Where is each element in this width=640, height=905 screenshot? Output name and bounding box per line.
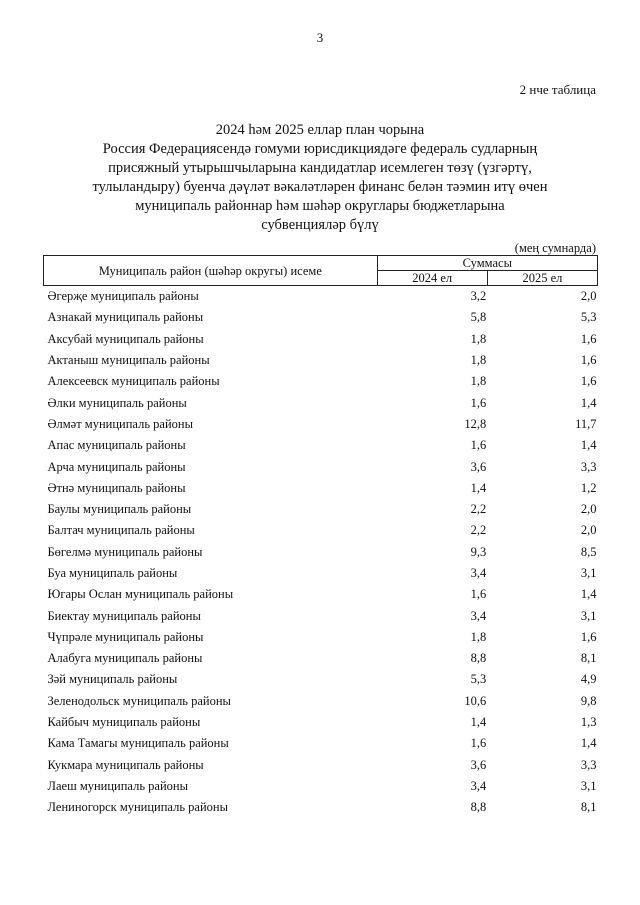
amount-2025: 2,0: [580, 502, 597, 517]
amount-2025: 3,3: [580, 459, 597, 474]
title-line: муниципаль районнар һәм шәһәр округлары бюджетларына: [135, 198, 505, 214]
table-row: [44, 350, 598, 371]
amount-2024: 8,8: [470, 651, 487, 666]
table-body: [44, 286, 598, 819]
table-row: [44, 392, 598, 413]
table-row: [44, 776, 598, 797]
amount-2024: 1,8: [470, 353, 487, 368]
table-row: [44, 627, 598, 648]
district-name: Зеленодольск муниципаль районы: [47, 693, 231, 708]
table-row: [44, 584, 598, 605]
district-name: Алабуга муниципаль районы: [47, 651, 203, 666]
amount-2024: 9,3: [470, 544, 487, 559]
amount-2025: 1,6: [580, 353, 597, 368]
table-row: [44, 563, 598, 584]
amount-2025: 1,6: [580, 331, 597, 346]
amount-2024: 2,2: [470, 523, 487, 538]
district-name: Алексеевск муниципаль районы: [47, 374, 220, 389]
district-name: Кайбыч муниципаль районы: [47, 715, 201, 730]
table-row: [44, 605, 598, 626]
title-line: субвенцияләр бүлү: [261, 217, 379, 233]
amount-2025: 1,4: [580, 587, 597, 602]
amount-2024: 3,6: [470, 459, 487, 474]
header-amount: Суммасы: [377, 256, 597, 271]
amount-2024: 1,8: [470, 374, 487, 389]
amount-2024: 3,6: [470, 757, 487, 772]
district-name: Биектау муниципаль районы: [47, 608, 201, 623]
amount-2025: 1,3: [580, 715, 597, 730]
amount-2024: 5,8: [470, 310, 487, 325]
amount-2024: 1,4: [470, 715, 487, 730]
district-name: Апас муниципаль районы: [47, 438, 186, 453]
header-district-name: Муниципаль район (шәһәр округы) исеме: [44, 256, 378, 286]
amount-2024: 1,6: [470, 438, 487, 453]
district-name: Аксубай муниципаль районы: [47, 331, 204, 346]
amount-2024: 1,4: [470, 480, 487, 495]
table-row: [44, 520, 598, 541]
amount-2025: 1,6: [580, 374, 597, 389]
amount-2024: 3,4: [470, 566, 487, 580]
amount-2025: 8,1: [580, 800, 597, 815]
amount-2025: 3,1: [580, 778, 597, 793]
amount-2024: 1,6: [470, 395, 487, 410]
page-number: 3: [316, 30, 324, 45]
subvention-table: [43, 255, 598, 818]
amount-2024: 8,8: [470, 800, 487, 815]
document-title: [60, 121, 580, 235]
table-row: [44, 478, 598, 499]
table-row: [44, 755, 598, 776]
amount-2025: 9,8: [580, 693, 597, 708]
amount-2024: 3,2: [470, 289, 487, 304]
district-name: Баулы муниципаль районы: [47, 502, 192, 517]
amount-2025: 2,0: [580, 523, 597, 538]
amount-2024: 3,4: [470, 778, 487, 793]
amount-2025: 1,2: [580, 480, 597, 495]
amount-2025: 2,0: [580, 289, 597, 304]
amount-2024: 1,8: [470, 629, 487, 644]
amount-2025: 8,5: [580, 544, 597, 559]
amount-2025: 3,1: [580, 566, 597, 580]
table-row: [44, 733, 598, 754]
title-line: Россия Федерациясендә гомуми юрисдикциядәге федераль судларның: [102, 141, 538, 157]
amount-2024: 1,8: [470, 331, 487, 346]
title-line: 2024 һәм 2025 еллар план чорына: [215, 122, 425, 138]
table-row: [44, 414, 598, 435]
amount-2025: 1,4: [580, 736, 597, 751]
amount-2025: 4,9: [580, 672, 597, 687]
district-name: Әтнә муниципаль районы: [47, 480, 186, 495]
district-name: Кама Тамагы муниципаль районы: [47, 736, 229, 751]
district-name: Лаеш муниципаль районы: [47, 778, 188, 793]
district-name: Зәй муниципаль районы: [47, 672, 178, 687]
table-row: [44, 797, 598, 818]
district-name: Азнакай муниципаль районы: [47, 310, 204, 325]
title-line: тулыландыру) буенча дәүләт вәкаләтләрен финанс белән тәэмин итү өчен: [92, 179, 548, 195]
table-row: [44, 499, 598, 520]
title-line: присяжный утырышчыларына кандидатлар исемлеген төзү (үзгәртү,: [108, 160, 532, 176]
amount-2025: 1,4: [580, 438, 597, 453]
amount-2025: 5,3: [580, 310, 597, 325]
amount-2025: 1,6: [580, 629, 597, 644]
table-row: [44, 435, 598, 456]
units-note: (мең сумнарда): [514, 241, 596, 255]
amount-2024: 5,3: [470, 672, 487, 687]
district-name: Актаныш муниципаль районы: [47, 353, 210, 368]
table-row: [44, 307, 598, 328]
table-row: [44, 542, 598, 563]
table-row: [44, 286, 598, 308]
amount-2025: 8,1: [580, 651, 597, 666]
amount-2024: 2,2: [470, 502, 487, 517]
district-name: Кукмара муниципаль районы: [47, 757, 204, 772]
amount-2025: 3,3: [580, 757, 597, 772]
district-name: Бөгелмә муниципаль районы: [47, 544, 203, 559]
amount-2024: 3,4: [470, 608, 487, 623]
district-name: Лениногорск муниципаль районы: [47, 800, 228, 815]
amount-2025: 3,1: [580, 608, 597, 623]
district-name: Чүпрәле муниципаль районы: [47, 629, 204, 644]
header-year-2024: 2024 ел: [377, 271, 487, 286]
district-name: Әгерҗе муниципаль районы: [47, 289, 199, 304]
table-row: [44, 669, 598, 690]
table-row: [44, 371, 598, 392]
header-year-2025: 2025 ел: [487, 271, 597, 286]
table-label: 2 нче таблица: [519, 82, 596, 97]
district-name: Балтач муниципаль районы: [47, 523, 195, 538]
table-row: [44, 691, 598, 712]
table-row: [44, 456, 598, 477]
amount-2025: 1,4: [580, 395, 597, 410]
amount-2024: 12,8: [464, 416, 487, 431]
district-name: Арча муниципаль районы: [47, 459, 186, 474]
amount-2024: 1,6: [470, 736, 487, 751]
table-row: [44, 648, 598, 669]
amount-2024: 10,6: [464, 693, 487, 708]
table-row: [44, 329, 598, 350]
amount-2024: 1,6: [470, 587, 487, 602]
district-name: Югары Ослан муниципаль районы: [47, 587, 234, 602]
district-name: Әлмәт муниципаль районы: [47, 416, 193, 431]
district-name: Әлки муниципаль районы: [47, 395, 187, 410]
table-row: [44, 712, 598, 733]
amount-2025: 11,7: [575, 416, 597, 431]
district-name: Буа муниципаль районы: [47, 566, 178, 580]
